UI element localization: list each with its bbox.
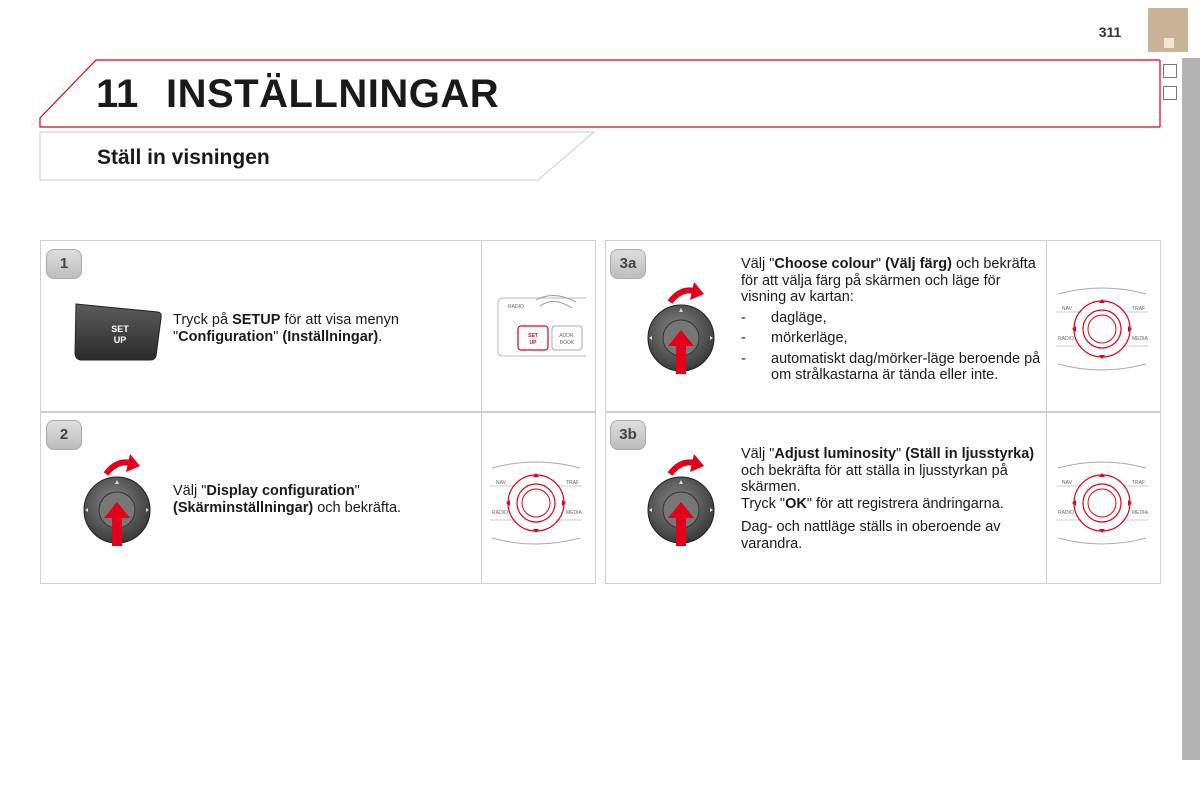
step-1-divider xyxy=(481,241,482,411)
chapter-number: 11 xyxy=(96,72,139,116)
step-3b-badge: 3b xyxy=(610,420,646,450)
setup-button-label-2: UP xyxy=(113,335,127,345)
step-2-badge: 2 xyxy=(46,420,82,450)
step-3a-text: Välj "Choose colour" (Välj färg) och bekräfta för att välja färg på skärmen och läge för visning av kartan: - dagläge, - mörkerläge, - automatiskt dag/mörker-läge beroende på om strålkastarna är tända eller inte. xyxy=(741,256,1041,383)
knob-media-label: MEDIA xyxy=(1132,336,1148,342)
setup-button-illustration xyxy=(70,300,165,362)
knob-radio-label: RADIO xyxy=(1058,510,1074,516)
knob-radio-label: RADIO xyxy=(1058,336,1074,342)
knob-nav-label: NAV xyxy=(1062,480,1072,486)
panel-radio-label: RADIO xyxy=(508,304,524,310)
page-number: 311 xyxy=(1098,24,1122,40)
panel-addr-label-2: BOOK xyxy=(559,340,575,346)
step-3b-divider xyxy=(1046,413,1047,583)
panel-addr-label-1: ADDR. xyxy=(559,333,575,339)
control-knob-diagram-2 xyxy=(486,462,586,544)
step-1-text: Tryck på SETUP för att visa menyn "Configuration" (Inställningar). xyxy=(173,312,399,345)
section-title: Ställ in visningen xyxy=(97,146,270,169)
rotary-knob-press-icon-3b xyxy=(646,450,726,550)
knob-traf-label: TRAF xyxy=(566,480,580,486)
control-knob-diagram-3a xyxy=(1052,288,1152,370)
step-3b-text: Välj "Adjust luminosity" (Ställ in ljusstyrka) och bekräfta för att ställa in ljusstyrkan på skärmen. Tryck "OK" för att registrera ändringarna. Dag- och nattläge ställs in oberoende av varandra. xyxy=(741,446,1035,552)
rotary-knob-press-icon-3a xyxy=(646,278,726,378)
step-2-divider xyxy=(481,413,482,583)
chapter-header-frame xyxy=(0,0,1182,140)
chapter-title: INSTÄLLNINGAR xyxy=(166,72,500,116)
bullet-item: - automatiskt dag/mörker-läge beroende på om strålkastarna är tända eller inte. xyxy=(741,350,1041,383)
control-knob-diagram-3b xyxy=(1052,462,1152,544)
knob-media-label: MEDIA xyxy=(566,510,582,516)
step-3a-divider xyxy=(1046,241,1047,411)
step-2-text: Välj "Display configuration" (Skärminställningar) och bekräfta. xyxy=(173,483,402,516)
panel-setup-label-1: SET xyxy=(528,333,538,339)
bullet-item: - mörkerläge, xyxy=(741,330,848,346)
rotary-knob-press-icon xyxy=(82,450,162,550)
knob-traf-label: TRAF xyxy=(1132,480,1146,486)
knob-radio-label: RADIO xyxy=(492,510,508,516)
knob-traf-label: TRAF xyxy=(1132,306,1146,312)
step-3a-badge: 3a xyxy=(610,249,646,279)
setup-panel-illustration xyxy=(496,296,588,358)
step-1-badge: 1 xyxy=(46,249,82,279)
bullet-item: - dagläge, xyxy=(741,309,827,326)
chapter-sidebar xyxy=(1182,58,1200,760)
knob-media-label: MEDIA xyxy=(1132,510,1148,516)
panel-setup-label-2: UP xyxy=(529,340,537,346)
setup-button-label-1: SET xyxy=(111,324,129,334)
knob-nav-label: NAV xyxy=(496,480,506,486)
knob-nav-label: NAV xyxy=(1062,306,1072,312)
